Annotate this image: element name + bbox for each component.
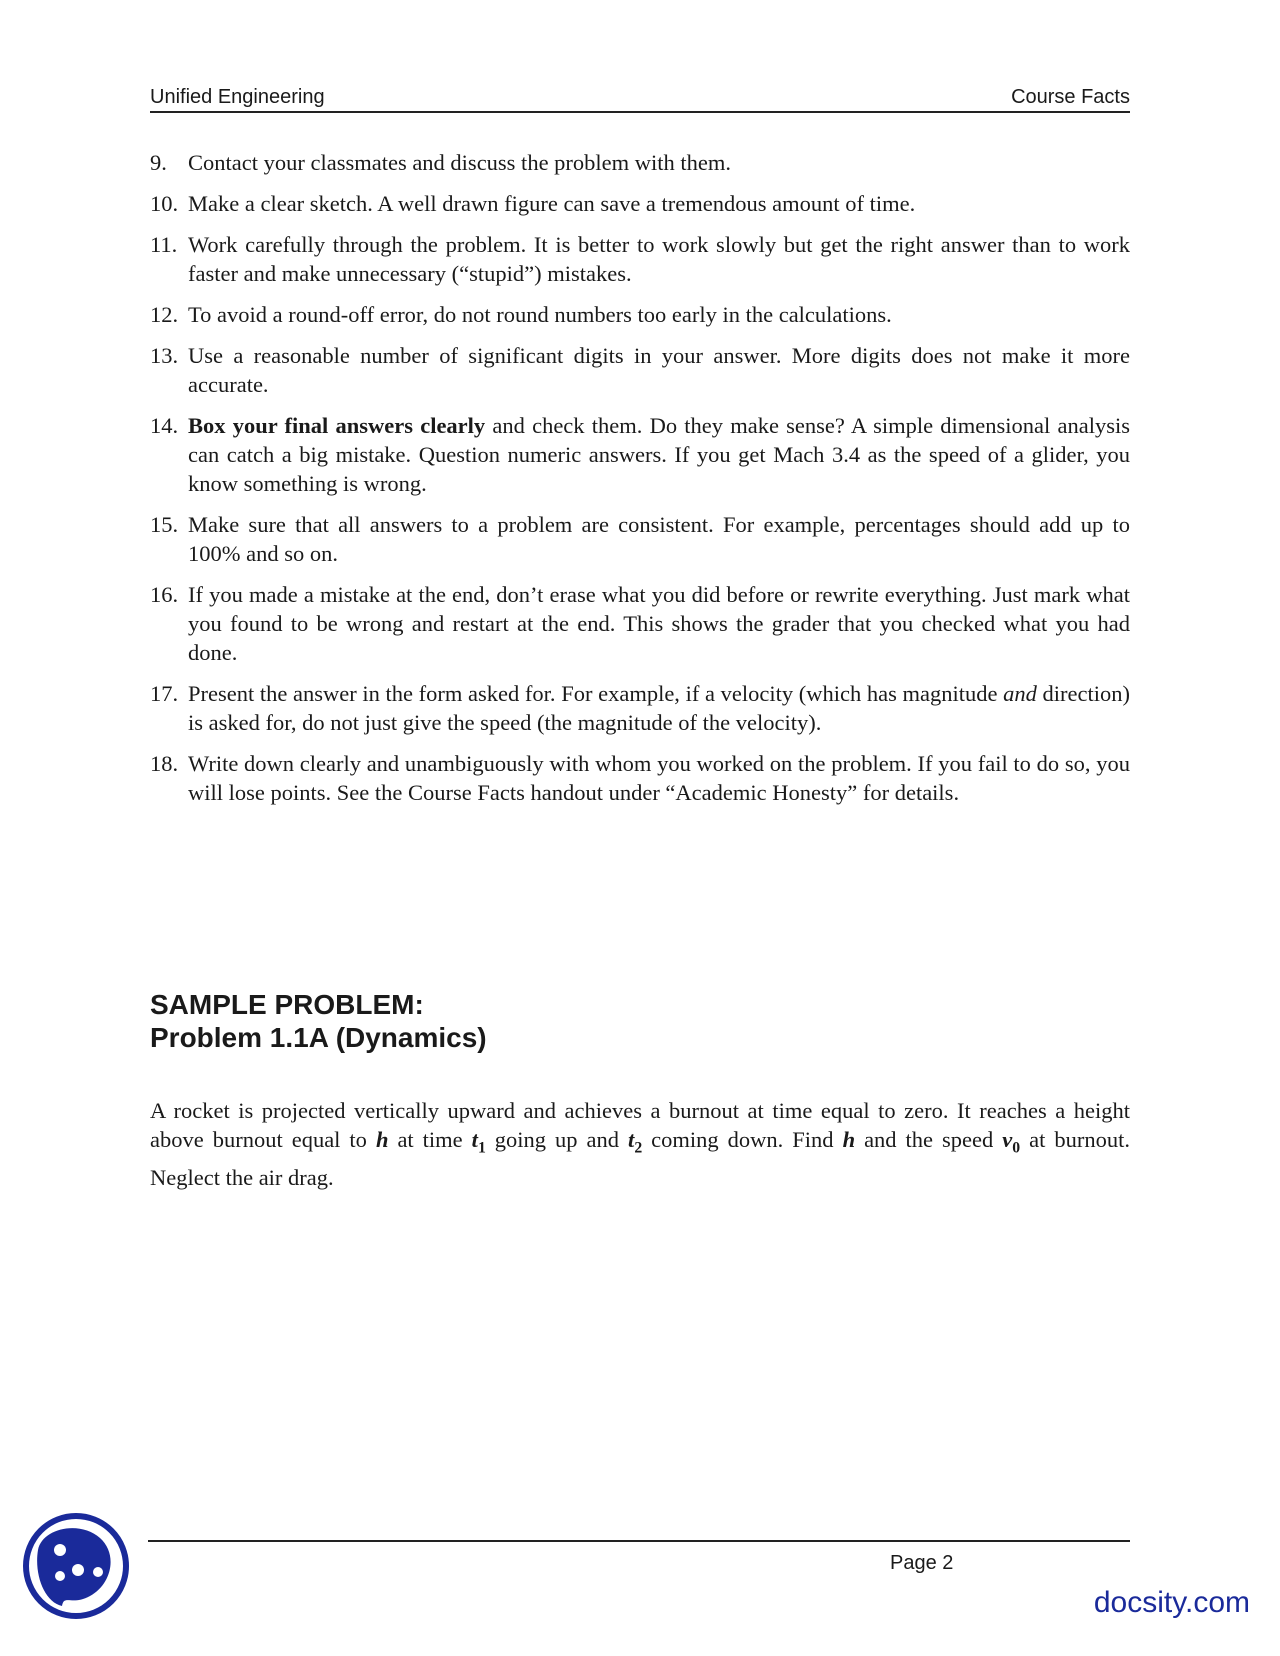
text-run: 1: [477, 1139, 486, 1157]
text-run: Contact your classmates and discuss the problem with them.: [188, 150, 732, 175]
page-number: Page 2: [890, 1552, 954, 1574]
list-item-text: [188, 510, 1130, 568]
footer-rule: [148, 1540, 1130, 1542]
list-item: [150, 411, 1130, 498]
text-run: and check them. Do they make sense? A simple dimensional analysis can catch a big mistake. Question numeric answers. If you get Mach 3.4 as the speed of a glider, you know something is wrong.: [188, 413, 1130, 496]
list-item-number: 16.: [150, 582, 179, 607]
text-run: h: [842, 1127, 856, 1152]
text-run: Make a clear sketch. A well drawn figure can save a tremendous amount of time.: [188, 191, 916, 216]
list-item-text: [188, 679, 1130, 737]
sample-heading-line1: SAMPLE PROBLEM:: [150, 989, 424, 1020]
list-item: [150, 341, 1130, 399]
sample-heading-line2: Problem 1.1A (Dynamics): [150, 1022, 487, 1053]
text-run: and: [1003, 681, 1037, 706]
list-item: [150, 679, 1130, 737]
text-run: If you made a mistake at the end, don’t erase what you did before or rewrite everything. Just mark what you found to be wrong and restart at the end. This shows the grader that you checked what you had done.: [188, 582, 1130, 665]
list-item-number: 11.: [150, 232, 178, 257]
list-item-number: 13.: [150, 343, 179, 368]
text-run: Write down clearly and unambiguously with whom you worked on the problem. If you fail to do so, you will lose points. See the Course Facts handout under “Academic Honesty” for details.: [188, 751, 1130, 805]
list-item: [150, 510, 1130, 568]
text-run: v: [1002, 1127, 1013, 1152]
header-left: Unified Engineering: [150, 86, 325, 108]
list-item: [150, 230, 1130, 288]
text-run: 2: [634, 1139, 643, 1157]
list-item-number: 18.: [150, 751, 179, 776]
list-item-text: [188, 411, 1130, 498]
list-item: [150, 580, 1130, 667]
text-run: Work carefully through the problem. It is better to work slowly but get the right answer than to work faster and make unnecessary (“stupid”) mistakes.: [188, 232, 1130, 286]
list-item: [150, 300, 1130, 329]
list-item-number: 9.: [150, 150, 167, 175]
text-run: t: [628, 1127, 635, 1152]
list-item: [150, 749, 1130, 807]
list-item-text: [188, 341, 1130, 399]
list-item-number: 10.: [150, 191, 179, 216]
text-run: Make sure that all answers to a problem are consistent. For example, percentages should add up to 100% and so on.: [188, 512, 1130, 566]
list-item-text: [188, 230, 1130, 288]
text-run: To avoid a round-off error, do not round numbers too early in the calculations.: [188, 302, 892, 327]
text-run: A rocket is projected vertically upward and achieves a burnout at time equal to zero. It reaches a height above burnout equal to: [150, 1098, 1130, 1152]
text-run: t: [471, 1127, 478, 1152]
docsity-logo-icon[interactable]: [20, 1510, 132, 1622]
list-item-text: [188, 300, 1130, 329]
list-item-number: 17.: [150, 681, 179, 706]
text-run: Use a reasonable number of significant digits in your answer. More digits does not make it more accurate.: [188, 343, 1130, 397]
list-item: [150, 189, 1130, 218]
page-header: [150, 86, 1130, 113]
sample-heading: [150, 988, 487, 1054]
header-right: Course Facts: [1011, 86, 1130, 108]
list-item-text: [188, 749, 1130, 807]
list-item-number: 12.: [150, 302, 179, 327]
guideline-list: [150, 148, 1130, 819]
text-run: h: [375, 1127, 389, 1152]
list-item-text: [188, 580, 1130, 667]
text-run: at time: [388, 1127, 472, 1152]
text-run: at burnout. Neglect the air drag.: [150, 1127, 1130, 1190]
text-run: direction) is asked for, do not just give the speed (the magnitude of the velocity).: [188, 681, 1130, 735]
list-item-number: 14.: [150, 413, 179, 438]
list-item-text: [188, 148, 1130, 177]
text-run: going up and: [485, 1127, 629, 1152]
text-run: coming down. Find: [642, 1127, 843, 1152]
text-run: Present the answer in the form asked for. For example, if a velocity (which has magnitude: [188, 681, 1004, 706]
problem-statement: [150, 1096, 1130, 1192]
list-item-text: [188, 189, 1130, 218]
text-run: Box your final answers clearly: [188, 413, 486, 438]
list-item-number: 15.: [150, 512, 179, 537]
text-run: and the speed: [855, 1127, 1003, 1152]
text-run: 0: [1012, 1139, 1021, 1157]
docsity-watermark[interactable]: docsity.com: [1093, 1586, 1250, 1619]
list-item: [150, 148, 1130, 177]
